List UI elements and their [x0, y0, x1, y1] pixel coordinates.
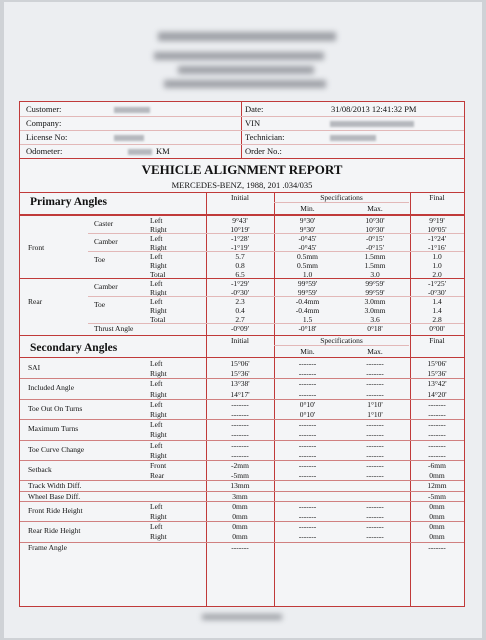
redacted-header-line [178, 66, 314, 74]
secondary-min-value: ------- [298, 369, 317, 379]
secondary-max-value: ------- [366, 430, 384, 440]
col-initial: Initial [231, 336, 249, 345]
secondary-item-label: Toe Out On Turns [28, 403, 83, 413]
primary-side-label: Right [150, 261, 167, 270]
primary-initial-value: 6.5 [235, 270, 245, 279]
secondary-item-label: Included Angle [28, 383, 75, 393]
col-max: Max. [367, 204, 383, 213]
primary-final-value: 0°00' [429, 324, 445, 333]
secondary-item-label: Frame Angle [28, 542, 67, 552]
secondary-max-value: ------- [366, 389, 384, 399]
secondary-initial-value: 3mm [232, 491, 248, 501]
primary-initial-value: 2.3 [235, 297, 245, 306]
secondary-max-value: ------- [366, 522, 384, 532]
secondary-min-value: ------- [298, 389, 317, 399]
secondary-item-label: Toe Curve Change [28, 444, 85, 454]
primary-min-value: 9°30' [299, 216, 316, 225]
secondary-max-value: ------- [366, 450, 384, 460]
primary-side-label: Right [150, 288, 167, 297]
primary-max-value: 0°18' [367, 324, 383, 333]
primary-item-label: Caster [94, 219, 114, 228]
primary-max-value: -0°15' [365, 243, 385, 252]
technician-label: Technician: [245, 132, 285, 142]
primary-min-value: 99°59' [297, 288, 318, 297]
secondary-initial-value: ------- [231, 430, 249, 440]
secondary-initial-value: 15°06' [230, 359, 250, 368]
col-initial: Initial [231, 193, 249, 202]
secondary-initial-value: 0mm [232, 512, 248, 521]
secondary-side-label: Left [150, 420, 163, 430]
group-label-front: Front [28, 243, 45, 252]
secondary-initial-value: -2mm [231, 461, 249, 470]
secondary-max-value: ------- [366, 359, 384, 368]
primary-initial-value: 2.7 [235, 315, 245, 324]
secondary-min-value: ------- [298, 522, 317, 532]
primary-item-label: Thrust Angle [94, 324, 134, 333]
secondary-min-value: ------- [298, 430, 317, 440]
secondary-side-label: Left [150, 359, 163, 368]
secondary-initial-value: ------- [231, 450, 249, 460]
secondary-item-label: Front Ride Height [28, 505, 83, 515]
primary-final-value: -1°16' [427, 243, 447, 252]
primary-side-label: Left [150, 252, 163, 261]
primary-min-value: -0.4mm [295, 297, 320, 306]
secondary-initial-value: 0mm [232, 501, 248, 511]
order-label: Order No.: [245, 146, 282, 156]
primary-final-value: 1.4 [432, 297, 442, 306]
secondary-initial-value: ------- [231, 410, 249, 419]
primary-side-label: Left [150, 297, 163, 306]
secondary-initial-value: ------- [231, 440, 249, 450]
date-label: Date: [245, 104, 264, 114]
company-label: Company: [26, 118, 62, 128]
secondary-final-value: 0mm [429, 532, 445, 542]
secondary-side-label: Left [150, 379, 163, 389]
secondary-side-label: Right [150, 512, 167, 521]
primary-min-value: 1.5 [302, 315, 313, 324]
primary-min-value: 99°59' [297, 279, 318, 288]
primary-item-label: Camber [94, 282, 118, 291]
secondary-item-label: SAI [28, 363, 41, 372]
secondary-min-value: 0°10' [299, 399, 316, 409]
primary-final-value: 10°05' [427, 225, 447, 234]
secondary-item-label: Wheel Base Diff. [28, 491, 81, 501]
primary-side-label: Right [150, 243, 167, 252]
secondary-min-value: ------- [298, 532, 317, 542]
primary-max-value: 3.6 [370, 315, 380, 324]
primary-final-value: 1.0 [432, 252, 442, 261]
alignment-report [19, 101, 465, 607]
secondary-item-label: Maximum Turns [28, 424, 79, 434]
primary-max-value: 3.0 [370, 270, 380, 279]
table-rule [20, 357, 464, 358]
primary-max-value: -0°15' [365, 234, 385, 243]
secondary-max-value: ------- [366, 461, 384, 470]
col-final: Final [429, 193, 445, 202]
primary-final-value: 1.4 [432, 306, 442, 315]
secondary-side-label: Right [150, 450, 167, 460]
primary-initial-value: 0.8 [235, 261, 245, 270]
secondary-final-value: 14°20' [427, 389, 447, 399]
secondary-final-value: ------- [428, 542, 446, 552]
secondary-side-label: Right [150, 410, 167, 419]
primary-final-value: -0°30' [427, 288, 447, 297]
secondary-side-label: Right [150, 369, 167, 379]
primary-final-value: 1.0 [432, 261, 442, 270]
secondary-final-value: ------- [428, 430, 446, 440]
vin-label: VIN [245, 118, 261, 128]
secondary-min-value: ------- [298, 512, 317, 521]
secondary-min-value: ------- [298, 461, 317, 470]
primary-min-value: -0°18' [298, 324, 317, 333]
primary-initial-value: -1°29' [230, 279, 250, 288]
redacted-header-line [164, 80, 326, 88]
primary-initial-value: 10°19' [230, 225, 250, 234]
secondary-final-value: 15°06' [427, 359, 447, 368]
secondary-final-value: 0mm [429, 512, 445, 521]
primary-min-value: 0.5mm [296, 261, 319, 270]
secondary-max-value: ------- [366, 501, 384, 511]
secondary-final-value: -5mm [428, 491, 446, 501]
col-min: Min. [300, 204, 315, 213]
col-specifications: Specifications [320, 336, 363, 345]
secondary-min-value: ------- [298, 471, 317, 481]
primary-final-value: 9°19' [429, 216, 445, 225]
license-label: License No: [26, 132, 68, 142]
primary-final-value: -1°25' [427, 279, 447, 288]
secondary-initial-value: 0mm [232, 522, 248, 532]
primary-max-value: 99°59' [365, 288, 385, 297]
secondary-initial-value: 15°36' [230, 369, 250, 379]
secondary-side-label: Left [150, 399, 163, 409]
secondary-item-label: Setback [28, 465, 52, 474]
secondary-min-value: ------- [298, 379, 317, 389]
primary-final-value: 2.8 [432, 315, 442, 324]
redacted-header-line [158, 32, 336, 41]
secondary-final-value: ------- [428, 420, 446, 430]
secondary-final-value: ------- [428, 440, 446, 450]
redacted-header-line [154, 52, 324, 60]
secondary-initial-value: 13mm [230, 481, 250, 491]
primary-side-label: Left [150, 234, 163, 243]
secondary-initial-value: 13°38' [230, 379, 250, 389]
secondary-item-label: Rear Ride Height [28, 526, 81, 536]
section-heading-primary: Primary Angles [30, 196, 107, 208]
col-final: Final [429, 336, 445, 345]
secondary-initial-value: 0mm [232, 532, 248, 542]
odometer-label: Odometer: [26, 146, 63, 156]
primary-initial-value: -0°30' [230, 288, 250, 297]
primary-final-value: 2.0 [432, 270, 442, 279]
section-heading-secondary: Secondary Angles [30, 342, 118, 354]
secondary-initial-value: 14°17' [230, 389, 250, 399]
primary-item-label: Toe [94, 300, 106, 309]
secondary-final-value: ------- [428, 450, 446, 460]
primary-side-label: Total [150, 315, 166, 324]
customer-info [20, 102, 464, 159]
secondary-final-value: 12mm [427, 481, 447, 491]
secondary-initial-value: ------- [231, 542, 249, 552]
primary-max-value: 1.5mm [364, 252, 386, 261]
report-title: VEHICLE ALIGNMENT REPORT [141, 162, 343, 177]
secondary-final-value: -6mm [428, 461, 446, 470]
table-rule [274, 345, 409, 346]
primary-initial-value: 5.7 [235, 252, 245, 261]
group-label-rear: Rear [28, 297, 43, 306]
primary-initial-value: -1°28' [230, 234, 250, 243]
primary-min-value: 1.0 [302, 270, 313, 279]
secondary-side-label: Left [150, 522, 163, 532]
table-rule [274, 202, 409, 203]
secondary-max-value: ------- [366, 369, 384, 379]
secondary-final-value: 13°42' [427, 379, 447, 389]
primary-max-value: 1.5mm [364, 261, 386, 270]
customer-label: Customer: [26, 104, 62, 114]
secondary-side-label: Rear [150, 471, 165, 481]
secondary-max-value: 1°10' [367, 399, 383, 409]
primary-min-value: -0°45' [298, 234, 317, 243]
secondary-min-value: ------- [298, 501, 317, 511]
secondary-initial-value: ------- [231, 420, 249, 430]
secondary-final-value: 0mm [429, 471, 445, 481]
secondary-side-label: Right [150, 532, 167, 542]
secondary-side-label: Right [150, 389, 167, 399]
secondary-min-value: ------- [298, 450, 317, 460]
col-specifications: Specifications [320, 193, 363, 202]
primary-item-label: Camber [94, 237, 118, 246]
primary-max-value: 3.0mm [364, 306, 386, 315]
secondary-max-value: 1°10' [367, 410, 383, 419]
primary-min-value: -0.4mm [295, 306, 320, 315]
secondary-min-value: ------- [298, 359, 317, 368]
primary-initial-value: 9°43' [232, 216, 248, 225]
secondary-initial-value: ------- [231, 399, 249, 409]
primary-side-label: Left [150, 216, 163, 225]
secondary-final-value: ------- [428, 410, 446, 419]
primary-side-label: Right [150, 225, 167, 234]
primary-item-label: Toe [94, 255, 106, 264]
secondary-side-label: Right [150, 430, 167, 440]
primary-initial-value: -0°09' [230, 324, 250, 333]
primary-min-value: -0°45' [298, 243, 317, 252]
primary-side-label: Left [150, 279, 163, 288]
primary-initial-value: -1°19' [230, 243, 250, 252]
primary-max-value: 99°59' [365, 279, 385, 288]
primary-min-value: 9°30' [299, 225, 316, 234]
secondary-min-value: ------- [298, 420, 317, 430]
col-max: Max. [367, 347, 383, 356]
secondary-min-value: 0°10' [299, 410, 316, 419]
secondary-max-value: ------- [366, 512, 384, 521]
primary-max-value: 3.0mm [364, 297, 386, 306]
primary-side-label: Total [150, 270, 166, 279]
col-min: Min. [300, 347, 315, 356]
redacted-footer [202, 614, 282, 620]
secondary-item-label: Track Width Diff. [28, 481, 82, 491]
primary-max-value: 10°30' [365, 216, 385, 225]
secondary-final-value: 0mm [429, 522, 445, 532]
secondary-side-label: Left [150, 440, 163, 450]
secondary-final-value: 0mm [429, 501, 445, 511]
primary-min-value: 0.5mm [296, 252, 319, 261]
secondary-side-label: Left [150, 501, 163, 511]
secondary-initial-value: -5mm [231, 471, 249, 481]
secondary-final-value: 15°36' [427, 369, 447, 379]
secondary-max-value: ------- [366, 420, 384, 430]
primary-final-value: -1°24' [427, 234, 447, 243]
odometer-unit: KM [156, 146, 170, 156]
primary-initial-value: 0.4 [235, 306, 245, 315]
secondary-final-value: ------- [428, 399, 446, 409]
secondary-min-value: ------- [298, 440, 317, 450]
vehicle-description: MERCEDES-BENZ, 1988, 201 .034/035 [171, 180, 313, 190]
secondary-max-value: ------- [366, 471, 384, 481]
secondary-side-label: Front [150, 461, 167, 470]
primary-max-value: 10°30' [365, 225, 385, 234]
secondary-max-value: ------- [366, 532, 384, 542]
primary-side-label: Right [150, 306, 167, 315]
secondary-max-value: ------- [366, 379, 384, 389]
date-value: 31/08/2013 12:41:32 PM [331, 104, 417, 114]
secondary-max-value: ------- [366, 440, 384, 450]
alignment-table [20, 192, 464, 606]
